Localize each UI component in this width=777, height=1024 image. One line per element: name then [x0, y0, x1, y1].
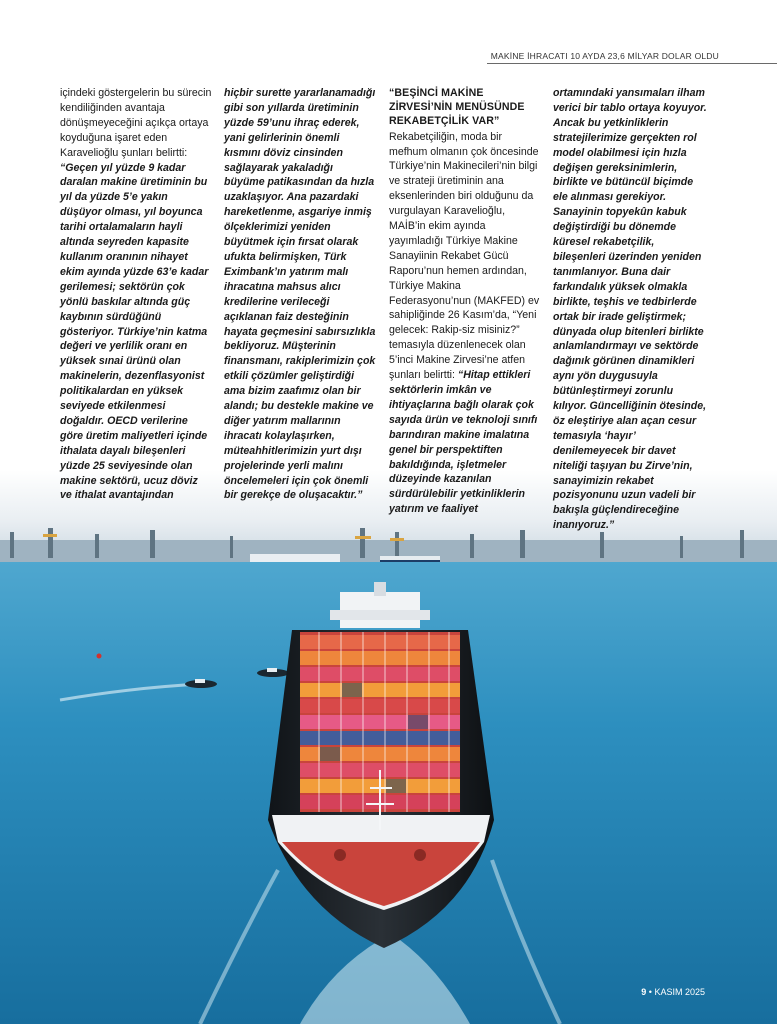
- paragraph: [60, 86, 212, 503]
- text-column-2: [224, 86, 376, 503]
- page-header: [0, 0, 777, 64]
- text-column-3: [389, 86, 541, 517]
- paragraph: [553, 86, 709, 533]
- text-column-4: [553, 86, 709, 533]
- paragraph: [224, 86, 376, 503]
- header-rule: [487, 63, 777, 64]
- body-text: içindeki göstergelerin bu sürecin kendiliğinden avantaja dönüşmeyeceğini açıkça ortaya koyduğuna işaret eden Karavelioğlu şunları belirtti:: [60, 87, 212, 159]
- container-ship-photo: [0, 470, 777, 1024]
- body-text: Rekabetçiliğin, moda bir mefhum olmanın çok öncesinde Türkiye’nin Makinecileri’nin bilgi ve strateji üretiminin ana eksenlerinden biri olduğunu da vurgulayan Karavelioğlu, MAİB’in ekim ayında yayımladığı Türkiye Makine Sanayiinin Rekabet Gücü Raporu’nun hemen ardından, Türkiye Makina Federasyonu’nun (MAKFED) ev sahipliğinde 26 Kasım’da, “Yeni gelecek: Rakip-siz misiniz?” temasıyla düzenlenecek olan 5’inci Makine Zirvesi’ne atfen şunları belirtti:: [389, 130, 540, 382]
- text-column-1: [60, 86, 212, 503]
- quote-text: hiçbir surette yararlanamadığı gibi son yıllarda üretiminin yüzde 59’unu ihraç ederek, yani gelirlerinin önemli kısmını döviz cinsinden sağlayarak yakaladığı büyüme patikasından da hızla uzaklaşıyor. Ana pazardaki hareketlenme, asgariye inmiş ölçeklerimizi yeniden büyütmek için fırsat olarak ufukta belirmişken, Türk Eximbank’ın yatırım malı ihracatına mahsus alıcı kredilerine verileceği açıklanan faiz desteğinin hayata geçmesini sabırsızlıkla bekliyoruz. Müşterinin finansmanı, rakiplerimizin çok etkili çözümler geliştirdiği ama bizim zaafımız olan bir alandı; bu destekle makine ve diğer yatırım mallarının ihracatı kolaylaşırken, müteahhitlerimizin yurt dışı projelerinde yerli malını öncelemeleri için çok önemli bir gerekçe de oluşacaktır.”: [224, 87, 376, 502]
- quote-text: “Geçen yıl yüzde 9 kadar daralan makine üretiminin bu yıl da yüzde 5’e yakın düşüyor olması, yıl boyunca tarihi ortalamaların hayli altında seyreden kapasite kullanım oranının nihayet ekim ayında yüzde 63’e kadar gerilemesi; sektörün çok yönlü baskılar altında güç kaybının sürdüğünü gösteriyor. Türkiye’nin katma değeri ve yerlilik oranı en yüksek sınai ürünü olan makinelerin, dezenflasyonist politikalardan en yüksek seviyede etkilenmesi doğaldır. OECD verilerine göre üretim maliyetleri içinde ithalata dayalı bileşenleri yüzde 25 seviyesinde olan makine sektörü, ucuz döviz ve ithalat avantajından: [60, 161, 209, 502]
- section-subhead: “BEŞİNCİ MAKİNE ZİRVESİ’NİN MENÜSÜNDE REKABETÇİLİK VAR”: [389, 87, 525, 128]
- quote-text: “Hitap ettikleri sektörlerin imkân ve ihtiyaçlarına bağlı olarak çok sayıda ürün ve teknoloji sınıfı barındıran makine imalatına genel bir perspektiften bakıldığında, işletmeler düzeyinde kazanılan sürdürülebilir yetkinliklerin yatırım ve faaliyet: [389, 369, 538, 516]
- folio-separator: •: [648, 987, 652, 997]
- issue-date: KASIM 2025: [654, 987, 705, 997]
- running-head: MAKİNE İHRACATI 10 AYDA 23,6 MİLYAR DOLAR OLDU: [490, 51, 719, 61]
- ship-illustration: [0, 470, 777, 1024]
- paragraph: [389, 130, 541, 518]
- quote-text: ortamındaki yansımaları ilham verici bir tablo ortaya koyuyor. Ancak bu yetkinliklerin stratejilerimize gerçekten rol model olabilmesi için hızla değişen gereksinimlerin, birlikte ve bütüncül biçimde ele alınması gerekiyor. Sanayinin topyekûn kabuk değiştirdiği bu dönemde küresel rekabetçilik, bileşenleri üzerinden yeniden tanımlanıyor. Buna dair farkındalık yüksek olmakla birlikte, teşhis ve tedbirlerde ortak bir irade geliştirmek; dünyada olup bitenleri birlikte anlamlandırmayı ve sektörde dağınık görünen dinamikleri aynı yön duygusuyla bütünleştirmeyi zorunlu kılıyor. Güncelliğinin ötesinde, öz eleştiriye alan açan cesur temasıyla ‘hayır’ denilemeyecek bir davet niteliği taşıyan bu Zirve’nin, sanayimizin rekabet pozisyonunu uzun vadeli bir bakışla güçlendireceğine inanıyoruz.”: [553, 87, 707, 532]
- page-number: 9: [641, 987, 647, 997]
- page-folio: [641, 987, 705, 997]
